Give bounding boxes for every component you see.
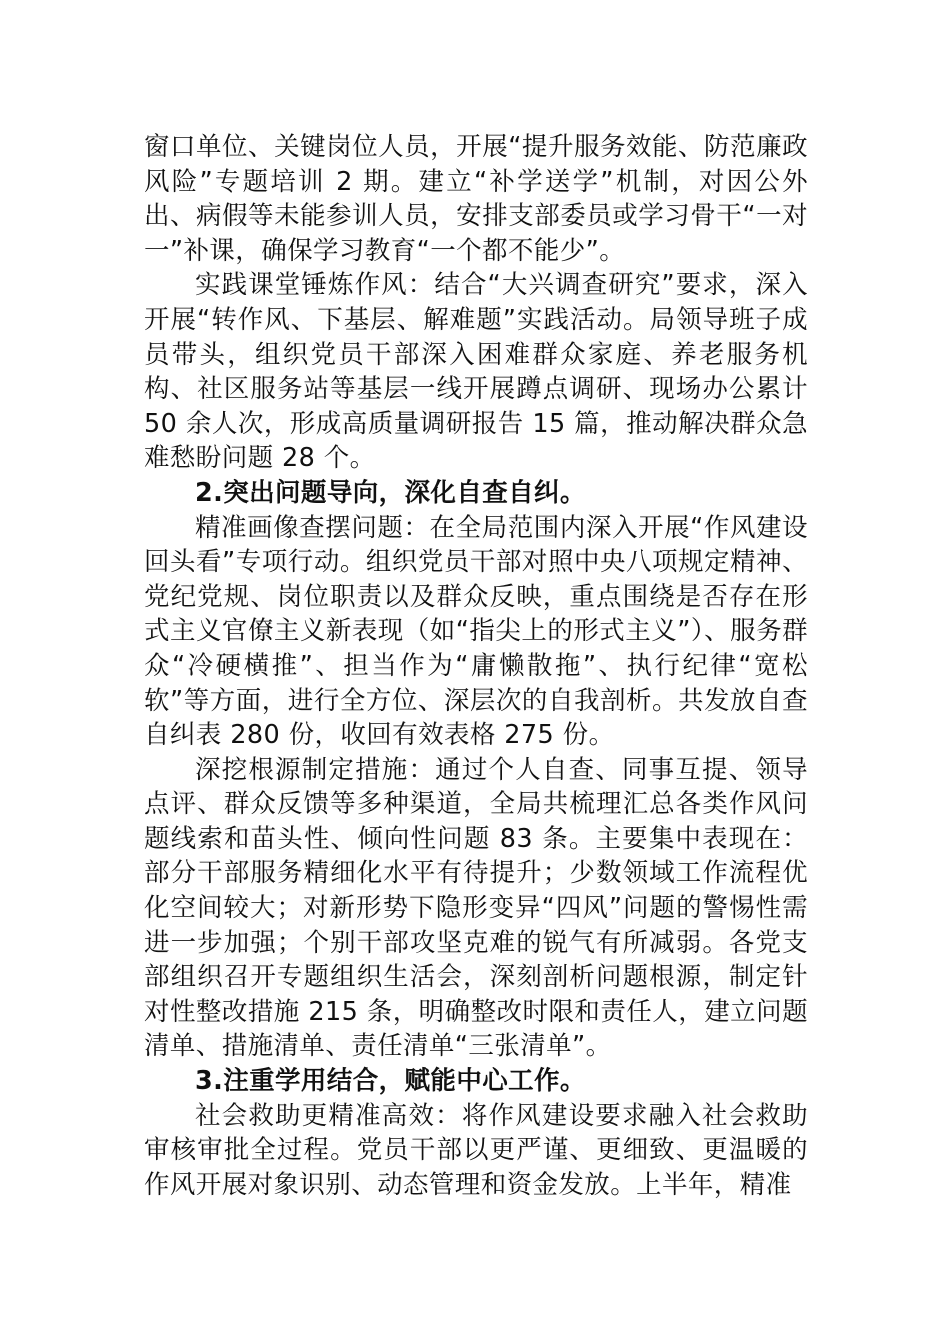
section-heading-3: 3.注重学用结合，赋能中心工作。 (195, 1066, 586, 1097)
paragraph-continuation: 窗口单位、关键岗位人员，开展“提升服务效能、防范廉政风险”专题培训 2 期。建立“补学送学”机制，对因公外出、病假等未能参训人员，安排支部委员或学习骨干“一对一”补课，确保学习教育“一个都不能少”。 (144, 132, 808, 266)
paragraph-social-assistance: 社会救助更精准高效：将作风建设要求融入社会救助审核审批全过程。党员干部以更严谨、更细致、更温暖的作风开展对象识别、动态管理和资金发放。上半年，精准 (144, 1100, 808, 1200)
paragraph-dig-root-causes: 深挖根源制定措施：通过个人自查、同事互提、领导点评、群众反馈等多种渠道，全局共梳理汇总各类作风问题线索和苗头性、倾向性问题 83 条。主要集中表现在：部分干部服务精细化水平有待提升；少数领域工作流程优化空间较大；对新形势下隐形变异“四风”问题的警惕性需进一步加强；个别干部攻坚克难的锐气有所减弱。各党支部组织召开专题组织生活会，深刻剖析问题根源，制定针对性整改措施 215 条，明确整改时限和责任人，建立问题清单、措施清单、责任清单“三张清单”。 (144, 754, 808, 1062)
document-body (144, 130, 808, 1202)
paragraph-practice-classroom: 实践课堂锤炼作风：结合“大兴调查研究”要求，深入开展“转作风、下基层、解难题”实践活动。局领导班子成员带头，组织党员干部深入困难群众家庭、养老服务机构、社区服务站等基层一线开展蹲点调研、现场办公累计 50 余人次，形成高质量调研报告 15 篇，推动解决群众急难愁盼问题 28 个。 (144, 270, 808, 474)
section-heading-2: 2.突出问题导向，深化自查自纠。 (195, 477, 586, 508)
paragraph-precise-portrait: 精准画像查摆问题：在全局范围内深入开展“作风建设回头看”专项行动。组织党员干部对照中央八项规定精神、党纪党规、岗位职责以及群众反映，重点围绕是否存在形式主义官僚主义新表现（如“指尖上的形式主义”）、服务群众“冷硬横推”、担当作为“庸懒散拖”、执行纪律“宽松软”等方面，进行全方位、深层次的自我剖析。共发放自查自纠表 280 份，收回有效表格 275 份。 (144, 512, 808, 751)
